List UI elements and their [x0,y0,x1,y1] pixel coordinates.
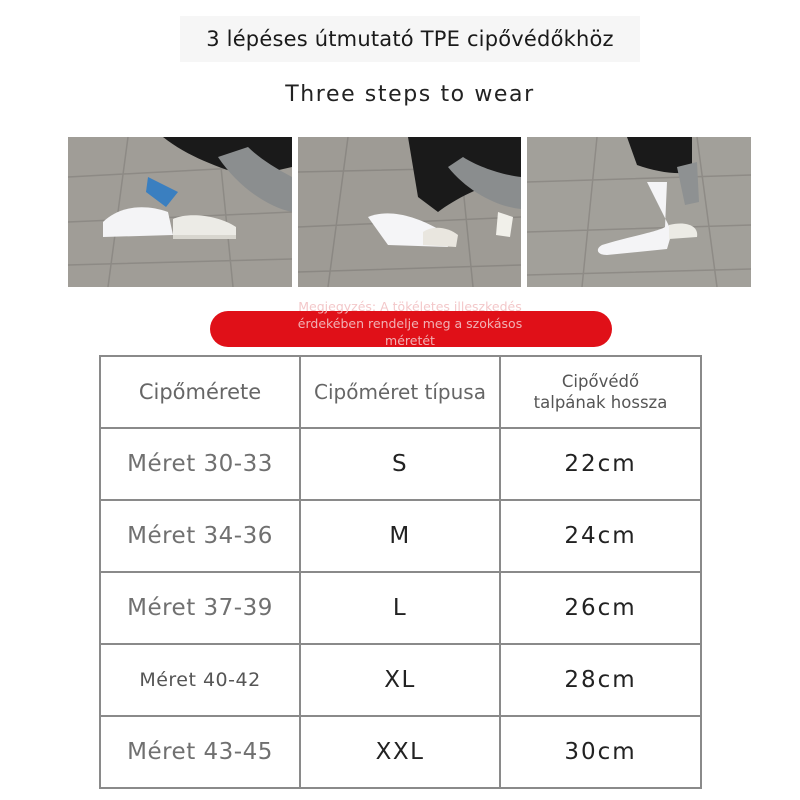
step-3-photo [527,137,751,287]
cell-length: 28cm [500,644,701,716]
header-size-type: Cipőméret típusa [300,356,500,428]
cell-type: L [300,572,500,644]
table-header-row [100,356,701,428]
cell-size: Méret 34-36 [100,500,300,572]
cell-type: M [300,500,500,572]
step-1-photo [68,137,292,287]
cell-type: S [300,428,500,500]
cell-size: Méret 37-39 [100,572,300,644]
table-row [100,500,701,572]
size-chart-table [99,355,702,789]
table-row [100,644,701,716]
header-shoe-size: Cipőmérete [100,356,300,428]
title-english: Three steps to wear [285,81,535,107]
cell-length: 30cm [500,716,701,788]
fit-note [262,298,558,349]
header-sole-length [500,356,701,428]
cell-type: XL [300,644,500,716]
table-row [100,428,701,500]
header-sole-length-line-2: talpának hossza [533,393,668,412]
title-hungarian: 3 lépéses útmutató TPE cipővédőkhöz [180,16,640,62]
cell-size: Méret 30-33 [100,428,300,500]
table-row [100,572,701,644]
step-2-photo [298,137,521,287]
fit-note-line-3: méretét [385,333,435,348]
header-sole-length-line-1: Cipővédő [561,372,640,391]
fit-note-line-1: Megjegyzés: A tökéletes illeszkedés [298,299,522,314]
cell-size: Méret 40-42 [100,644,300,716]
cell-length: 24cm [500,500,701,572]
table-row [100,716,701,788]
cell-size: Méret 43-45 [100,716,300,788]
cell-length: 26cm [500,572,701,644]
cell-length: 22cm [500,428,701,500]
cell-type: XXL [300,716,500,788]
fit-note-line-2: érdekében rendelje meg a szokásos [297,316,523,331]
